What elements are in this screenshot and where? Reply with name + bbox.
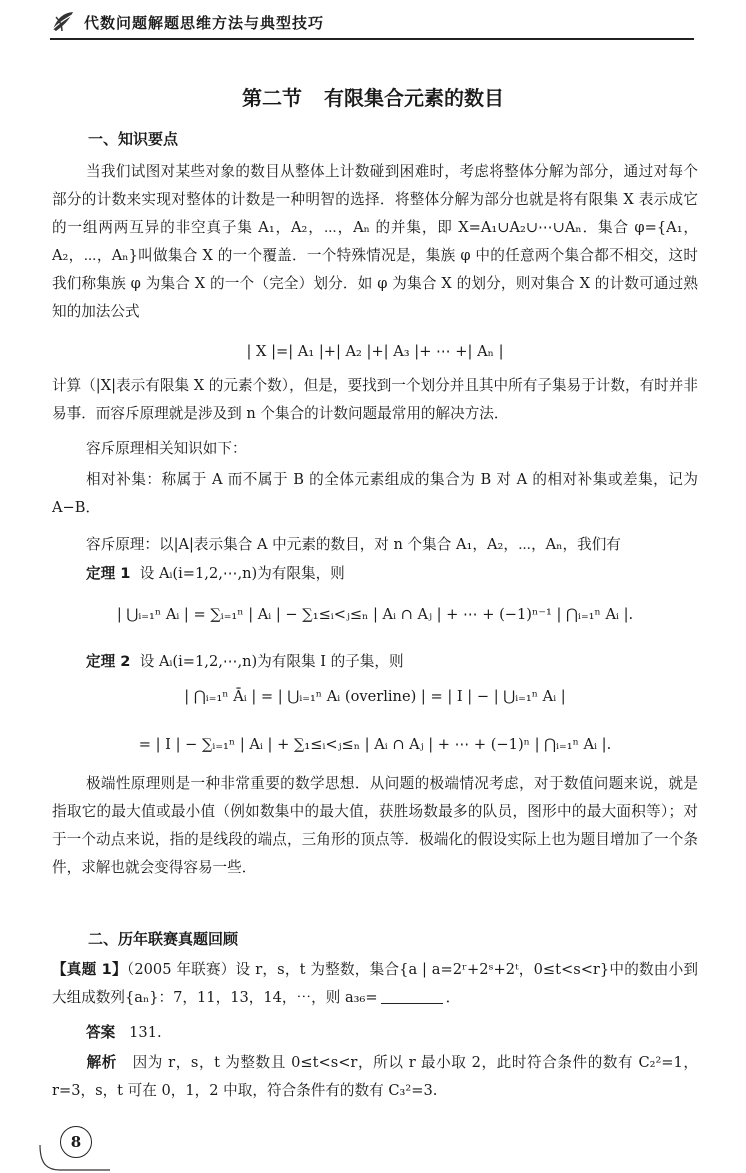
answer-blank (381, 1003, 443, 1004)
analysis (52, 1049, 698, 1105)
problem-1-text: （2005 年联赛）设 r，s，t 为整数，集合{a | a=2ʳ+2ˢ+2ᵗ，0≤t<s<r}中的数由小到大组成数列{aₙ}：7，11，13，14，⋯，则 a₃₆= (52, 961, 698, 1006)
relative-complement-paragraph: 相对补集：称属于 A 而不属于 B 的全体元素组成的集合为 B 对 A 的相对补集或差集，记为 A−B． (52, 471, 698, 516)
theorem-1-formula: | ⋃ᵢ₌₁ⁿ Aᵢ | = ∑ᵢ₌₁ⁿ | Aᵢ | − ∑₁≤ᵢ<ⱼ≤ₙ | Aᵢ ∩ Aⱼ | + ⋯ + (−1)ⁿ⁻¹ | ⋂ᵢ₌₁ⁿ Aᵢ |. (116, 606, 634, 623)
header-rule (50, 38, 694, 40)
ie-principle-line: 容斥原理：以|A|表示集合 A 中元素的数目，对 n 个集合 A₁，A₂，⋯，Aₙ，我们有 (86, 536, 621, 553)
page-number: 8 (60, 1126, 92, 1158)
theorem-2 (86, 650, 732, 671)
theorem-2-formula-2: = | I | − ∑ᵢ₌₁ⁿ | Aᵢ | + ∑₁≤ᵢ<ⱼ≤ₙ | Aᵢ ∩ Aⱼ | + ⋯ + (−1)ⁿ | ⋂ᵢ₌₁ⁿ Aᵢ |. (138, 736, 612, 753)
count-paragraph: 计算（|X|表示有限集 X 的元素个数），但是，要找到一个划分并且其中所有子集易于计数，有时并非易事．而容斥原理就是涉及到 n 个集合的计数问题最常用的解决方法． (52, 377, 698, 422)
theorem-1 (86, 562, 732, 583)
intro-paragraph: 当我们试图对某些对象的数目从整体上计数碰到困难时，考虑将整体分解为部分，通过对每个部分的计数来实现对整体的计数是一种明智的选择．将整体分解为部分也就是将有限集 X 表示成它的一组两两互异的非空真子集 A₁，A₂，⋯，Aₙ 的并集，即 X=A₁∪A₂∪⋯∪Aₙ．集合 φ={A₁，A₂，⋯，Aₙ}叫做集合 X 的一个覆盖．一个特殊情况是，集族 φ 中的任意两个集合都不相交，这时我们称集族 φ 为集合 X 的一个（完全）划分．如 φ 为集合 X 的划分，则对集合 X 的计数可通过熟知的加法公式 (52, 163, 698, 320)
section-number: 第二节 (242, 86, 302, 110)
extremal-paragraph: 极端性原理则是一种非常重要的数学思想．从问题的极端情况考虑，对于数值问题来说，就是指取它的最大值或最小值（例如数集中的最大值，获胜场数最多的队员，图形中的最大面积等）；对于一个动点来说，指的是线段的端点，三角形的顶点等．极端化的假设实际上也为题目增加了一个条件，求解也就会变得容易一些． (52, 775, 698, 876)
theorem-2-text: 设 Aᵢ(i=1,2,⋯,n)为有限集 I 的子集，则 (139, 653, 404, 670)
running-header-title: 代数问题解题思维方法与典型技巧 (84, 13, 325, 32)
part1-heading: 一、知识要点 (88, 130, 179, 148)
theorem-2-formula-1: | ⋂ᵢ₌₁ⁿ Āᵢ | = | ⋃ᵢ₌₁ⁿ Aᵢ (overline) | = | I | − | ⋃ᵢ₌₁ⁿ Aᵢ | (184, 688, 566, 705)
answer-label: 答案 (86, 1024, 116, 1041)
addition-formula: | X |=| A₁ |+| A₂ |+| A₃ |+ ⋯ +| Aₙ | (246, 343, 504, 360)
book-logo-icon (50, 9, 76, 35)
problem-1-label: 【真题 1】 (52, 961, 127, 978)
theorem-1-label: 定理 1 (86, 565, 131, 582)
theorem-1-text: 设 Aᵢ(i=1,2,⋯,n)为有限集，则 (139, 565, 345, 582)
ie-intro: 容斥原理相关知识如下： (86, 440, 247, 457)
section-name: 有限集合元素的数目 (324, 86, 504, 110)
analysis-text: 因为 r，s，t 为整数且 0≤t<s<r，所以 r 最小取 2，此时符合条件的数有 C₂²=1，r=3，s，t 可在 0，1，2 中取，符合条件有的数有 C₃²=3. (52, 1054, 698, 1099)
answer-line (86, 1021, 732, 1042)
theorem-2-label: 定理 2 (86, 653, 131, 670)
section-title (0, 82, 746, 111)
answer-value: 131. (129, 1024, 162, 1041)
part2-heading: 二、历年联赛真题回顾 (88, 930, 239, 948)
problem-1-end: ． (445, 989, 461, 1006)
problem-1 (52, 956, 698, 1012)
footer-decoration (0, 1140, 746, 1173)
analysis-label: 解析 (86, 1054, 117, 1071)
running-header (50, 8, 324, 36)
